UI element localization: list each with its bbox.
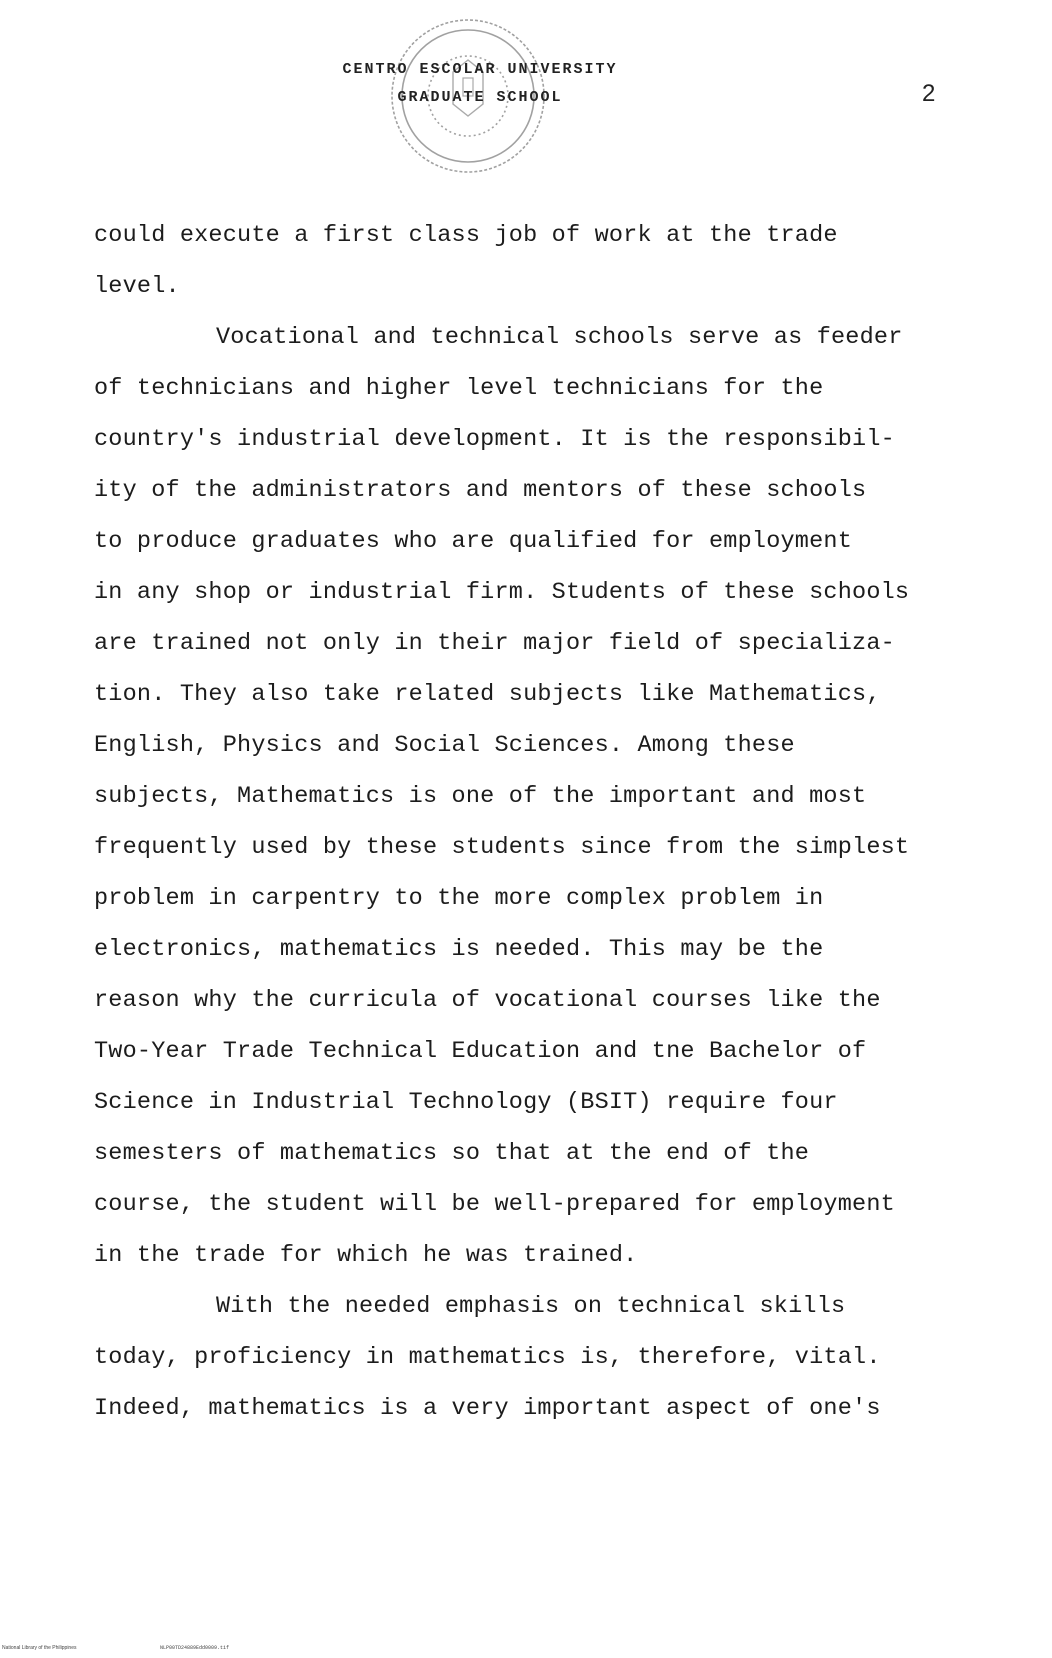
text-line: English, Physics and Social Sciences. Among these <box>94 732 795 759</box>
footer-file-code: NLP00TD24889Edd0009.tif <box>160 1645 230 1651</box>
text-line: ity of the administrators and mentors of these schools <box>94 477 867 504</box>
text-line: level. <box>94 273 180 300</box>
text-line: electronics, mathematics is needed. This may be the <box>94 936 824 963</box>
text-line: today, proficiency in mathematics is, therefore, vital. <box>94 1344 881 1371</box>
text-line: country's industrial development. It is the responsibil- <box>94 426 895 453</box>
text-line: reason why the curricula of vocational courses like the <box>94 987 881 1014</box>
text-line: of technicians and higher level technicians for the <box>94 375 824 402</box>
text-line: Indeed, mathematics is a very important aspect of one's <box>94 1395 881 1422</box>
text-line: are trained not only in their major field of specializa- <box>94 630 895 657</box>
body-text <box>94 210 994 1434</box>
text-line: Science in Industrial Technology (BSIT) require four <box>94 1089 838 1116</box>
text-line: With the needed emphasis on technical skills <box>216 1293 846 1320</box>
footer-credit: National Library of the Philippines <box>2 1645 77 1651</box>
text-line: frequently used by these students since from the simplest <box>94 834 910 861</box>
text-line: tion. They also take related subjects like Mathematics, <box>94 681 881 708</box>
text-line: could execute a first class job of work at the trade <box>94 222 838 249</box>
institution-name: CENTRO ESCOLAR UNIVERSITY <box>342 61 618 78</box>
letterhead <box>250 56 710 112</box>
text-line: course, the student will be well-prepared for employment <box>94 1191 895 1218</box>
text-line: to produce graduates who are qualified for employment <box>94 528 853 555</box>
text-line: Vocational and technical schools serve as feeder <box>216 324 903 351</box>
text-line: problem in carpentry to the more complex problem in <box>94 885 824 912</box>
text-line: Two-Year Trade Technical Education and tne Bachelor of <box>94 1038 867 1065</box>
text-line: in the trade for which he was trained. <box>94 1242 638 1269</box>
text-line: semesters of mathematics so that at the end of the <box>94 1140 810 1167</box>
text-line: subjects, Mathematics is one of the important and most <box>94 783 867 810</box>
school-name: GRADUATE SCHOOL <box>397 89 563 106</box>
page-number: 2 <box>922 80 936 107</box>
text-line: in any shop or industrial firm. Students of these schools <box>94 579 910 606</box>
